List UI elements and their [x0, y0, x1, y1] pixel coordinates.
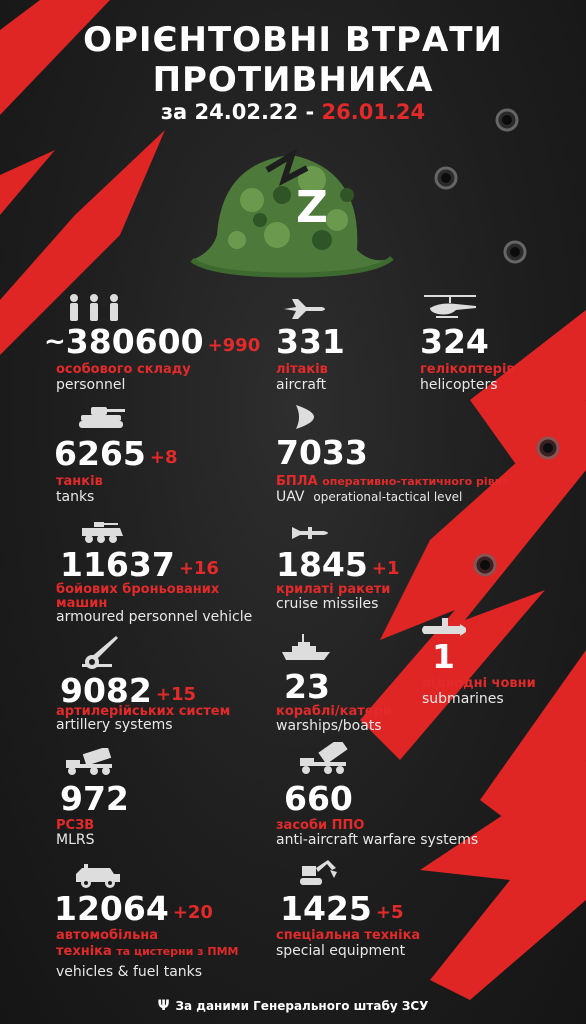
tanks-label-en: tanks	[56, 489, 95, 505]
personnel-delta: +990	[207, 335, 261, 356]
helicopters-count: 324	[420, 322, 489, 361]
apv-label-ua-1: бойових броньованих	[56, 582, 220, 597]
excavator-icon	[298, 858, 338, 888]
warships-label-ua: кораблі/катери	[276, 704, 392, 719]
uav-label-en: UAV operational-tactical level	[276, 489, 463, 505]
submarines-label-en: submarines	[422, 691, 504, 707]
trident-icon: Ψ	[157, 998, 170, 1014]
cruise-label-ua: крилаті ракети	[276, 582, 391, 597]
cruise-delta: +1	[371, 558, 400, 579]
artillery-label-en: artillery systems	[56, 717, 173, 733]
helicopter-icon	[420, 292, 480, 322]
soldiers-icon	[64, 293, 124, 323]
cruise-count: 1845 $^{+1}$	[276, 545, 400, 584]
warships-count: 23	[284, 667, 330, 706]
artillery-delta: +15	[155, 684, 196, 705]
missile-icon	[290, 525, 334, 541]
personnel-approx: ~	[44, 327, 66, 357]
special-label-ua: спеціальна техніка	[276, 928, 421, 943]
helicopters-label-en: helicopters	[420, 377, 498, 393]
drone-icon	[292, 403, 318, 431]
humvee-icon	[74, 862, 122, 888]
mlrs-label-ua: РСЗВ	[56, 818, 95, 833]
title-line-1: ОРІЄНТОВНІ ВТРАТИ	[83, 20, 503, 60]
tanks-count: 6265 $^{+8}$	[54, 434, 178, 473]
date-start: за 24.02.22 -	[160, 100, 315, 124]
special-label-en: special equipment	[276, 943, 406, 959]
red-slash-left-small	[0, 150, 55, 215]
apv-count: 11637 $^{+16}$	[60, 545, 219, 584]
artillery-label-ua: артилерійських систем	[56, 704, 231, 719]
title-line-2: ПРОТИВНИКА	[152, 60, 434, 100]
vehicles-count: 12064 $^{+20}$	[54, 889, 213, 928]
apv-delta: +16	[178, 558, 219, 579]
submarines-count: 1	[432, 637, 455, 676]
helicopters-label-ua: гелікоптерів	[420, 362, 515, 377]
submarines-label-ua: підводні човни	[422, 676, 536, 691]
uav-label-ua: БПЛА оперативно-тактичного рівня	[276, 474, 510, 489]
source-text: За даними Генерального штабу ЗСУ	[175, 999, 429, 1013]
warship-icon	[280, 632, 332, 664]
apv-label-ua-2: машин	[56, 596, 108, 611]
vehicles-label-en: vehicles & fuel tanks	[56, 964, 203, 980]
svg-text:Z: Z	[296, 182, 328, 233]
tank-icon	[77, 403, 127, 429]
vehicles-delta: +20	[172, 902, 213, 923]
date-end: 26.01.24	[321, 100, 426, 124]
personnel-count: ~380600 $^{+990}$	[44, 322, 261, 361]
personnel-label-en: personnel	[56, 377, 126, 393]
cannon-icon	[80, 634, 120, 670]
vehicles-label-ua-2: техніка та цистерни з ПММ	[56, 944, 239, 959]
aaws-count: 660	[284, 779, 353, 818]
special-delta: +5	[375, 902, 404, 923]
vehicles-label-ua-1: автомобільна	[56, 928, 159, 943]
source-footer	[0, 998, 586, 1014]
mlrs-label-en: MLRS	[56, 832, 95, 848]
aircraft-count: 331	[276, 322, 345, 361]
uav-count: 7033	[276, 433, 368, 472]
helmet-icon	[172, 140, 412, 290]
apc-icon	[80, 520, 124, 544]
mlrs-count: 972	[60, 779, 129, 818]
jet-icon	[282, 297, 328, 321]
artillery-count: 9082 $^{+15}$	[60, 671, 196, 710]
aircraft-label-en: aircraft	[276, 377, 327, 393]
cruise-label-en: cruise missiles	[276, 596, 379, 612]
aa-launcher-icon	[298, 742, 350, 776]
apv-label-en: armoured personnel vehicle	[56, 609, 253, 625]
aaws-label-ua: засоби ППО	[276, 818, 365, 833]
tanks-delta: +8	[149, 447, 178, 468]
special-count: 1425 $^{+5}$	[280, 889, 404, 928]
mlrs-icon	[64, 748, 114, 776]
personnel-label-ua: особового складу	[56, 362, 191, 377]
warships-label-en: warships/boats	[276, 718, 382, 734]
aaws-label-en: anti-aircraft warfare systems	[276, 832, 479, 848]
tanks-label-ua: танків	[56, 474, 103, 489]
date-range	[0, 100, 586, 124]
aircraft-label-ua: літаків	[276, 362, 328, 377]
